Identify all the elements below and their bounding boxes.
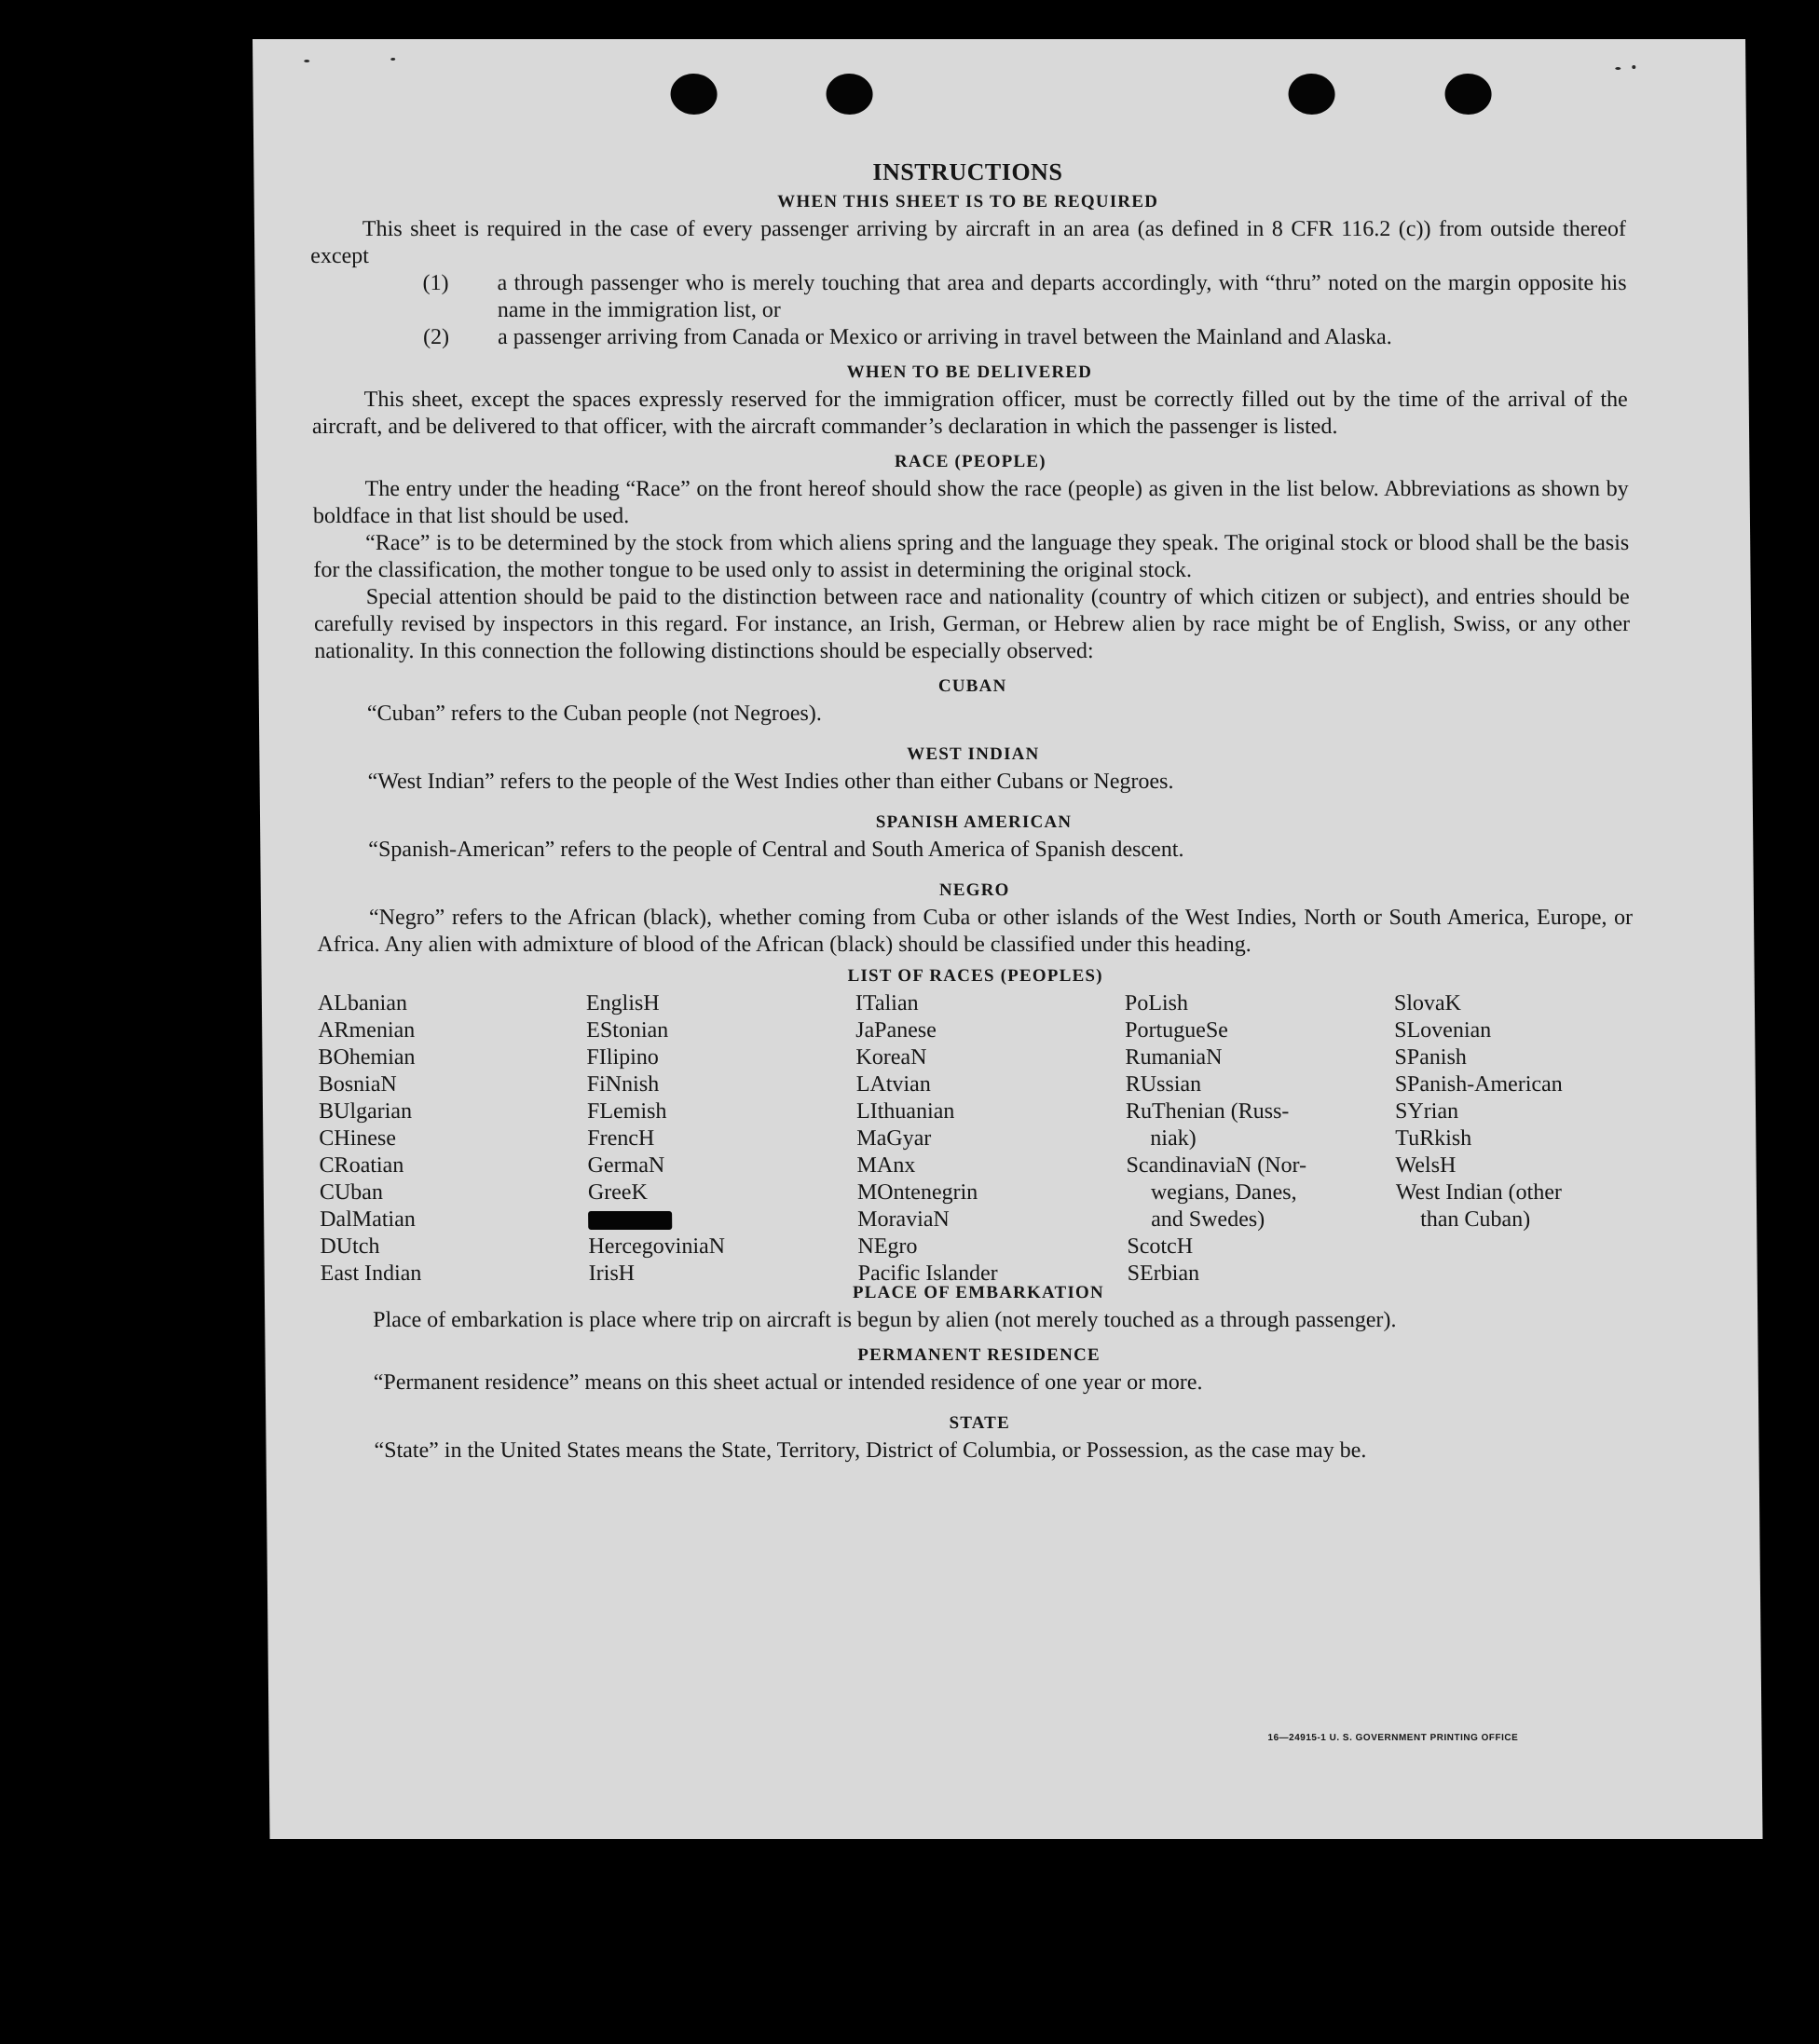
- race-entry: EStonian: [586, 1018, 669, 1042]
- race-entry: SErbian: [1127, 1261, 1200, 1286]
- item-text: a passenger arriving from Canada or Mexico or arriving in travel between the Mainland and Alaska.: [497, 325, 1392, 349]
- heading-cuban: CUBAN: [937, 676, 1007, 696]
- required-item: [311, 324, 1627, 351]
- race-entry-continued: than Cuban): [1420, 1207, 1531, 1232]
- race-entry: MAnx: [856, 1153, 916, 1178]
- document-page: [253, 39, 1763, 1839]
- race-entry: LAtvian: [855, 1072, 931, 1097]
- race-entry: KoreaN: [855, 1045, 927, 1070]
- race-entry: FLemish: [586, 1099, 667, 1124]
- race-entry: ARmenian: [318, 1018, 416, 1042]
- race-entry: ALbanian: [317, 991, 408, 1015]
- embarkation-text: Place of embarkation is place where trip on aircraft is begun by alien (not merely touched as a through passenger).: [373, 1308, 1397, 1332]
- race-entry: HercegoviniaN: [588, 1234, 726, 1259]
- negro-text: “Negro” refers to the African (black), whether coming from Cuba or other islands of the West Indies, North or South America, Europe, or Africa. Any alien with admixture of blood of the African (black) should be classified under this heading.: [317, 906, 1634, 957]
- race-entry: CHinese: [319, 1126, 397, 1151]
- race-entry: NEgro: [857, 1234, 918, 1259]
- race-entry: RUssian: [1125, 1072, 1202, 1097]
- instructions-content: [309, 158, 1637, 1465]
- heading-when-delivered: WHEN TO BE DELIVERED: [846, 362, 1093, 382]
- races-column: [855, 990, 998, 1288]
- race-entry: WelsH: [1395, 1153, 1457, 1178]
- race-entry: JaPanese: [855, 1018, 937, 1042]
- speck: [390, 58, 395, 61]
- heading-west-indian: WEST INDIAN: [907, 744, 1040, 764]
- race-entry: SPanish: [1394, 1045, 1467, 1070]
- race-entry: ITalian: [855, 991, 919, 1015]
- punch-hole: [826, 74, 872, 115]
- race-entry: PortugueSe: [1125, 1018, 1229, 1042]
- item-text: a through passenger who is merely touching that area and departs accordingly, with “thru” noted on the margin opposite his name in the immigration list, or: [497, 271, 1627, 322]
- race-entry: SlovaK: [1393, 991, 1462, 1015]
- punch-hole: [670, 74, 717, 115]
- race-entry: ScandinaviaN (Nor-: [1126, 1153, 1307, 1178]
- race-entry-continued: and Swedes): [1151, 1207, 1265, 1232]
- race-entry: MoraviaN: [857, 1207, 950, 1232]
- delivered-text: This sheet, except the spaces expressly reserved for the immigration officer, must be correctly filled out by the time of the arrival of the aircraft, and be delivered to that officer, with the aircraft commander’s declaration in which the passenger is listed.: [311, 388, 1628, 439]
- speck: [1632, 65, 1635, 69]
- heading-embarkation: PLACE OF EMBARKATION: [852, 1283, 1104, 1302]
- race-entry: GreeK: [587, 1180, 648, 1205]
- race-entry: DUtch: [320, 1234, 380, 1259]
- heading-state: STATE: [949, 1413, 1011, 1433]
- spanish-american-text: “Spanish-American” refers to the people of Central and South America of Spanish descent.: [368, 838, 1184, 862]
- cuban-text: “Cuban” refers to the Cuban people (not Negroes).: [366, 702, 822, 726]
- printing-office-code: 16—24915-1 U. S. GOVERNMENT PRINTING OFFICE: [1267, 1733, 1519, 1743]
- required-text: This sheet is required in the case of every passenger arriving by aircraft in an area (as defined in 8 CFR 116.2 (c)) from outside thereof except: [310, 217, 1627, 268]
- races-column: [1125, 990, 1308, 1288]
- west-indian-text: “West Indian” refers to the people of the West Indies other than either Cubans or Negroes.: [367, 770, 1174, 794]
- race-entry: East Indian: [320, 1261, 422, 1286]
- punch-hole: [1288, 74, 1334, 115]
- speck: [304, 60, 309, 62]
- race-entry: Pacific Islander: [857, 1261, 998, 1286]
- race-entry: TuRkish: [1395, 1126, 1472, 1151]
- race-entry: RuThenian (Russ-: [1125, 1099, 1290, 1124]
- race-entry: PoLish: [1124, 991, 1189, 1015]
- heading-spanish-american: SPANISH AMERICAN: [875, 812, 1073, 832]
- race-entry: BUlgarian: [318, 1099, 413, 1124]
- race-entry: FIlipino: [586, 1045, 659, 1070]
- race-paragraph: Special attention should be paid to the distinction between race and nationality (country of which citizen or subject), and entries should be carefully revised by inspectors in this regard. For instance, an Irish, German, or Hebrew alien by race might be of English, Swiss, or any other nationality. In this connection the following distinctions should be especially observed:: [313, 585, 1631, 663]
- speck: [1615, 67, 1621, 70]
- heading-negro: NEGRO: [938, 880, 1010, 900]
- race-entry: CRoatian: [319, 1153, 404, 1178]
- race-entry: SPanish-American: [1394, 1072, 1563, 1097]
- heading-race: RACE (PEOPLE): [894, 452, 1046, 471]
- race-entry: West Indian (other: [1395, 1180, 1563, 1205]
- required-item: [310, 270, 1627, 324]
- races-column: [586, 990, 726, 1288]
- race-entry: GermaN: [587, 1153, 665, 1178]
- race-entry: EnglisH: [585, 991, 660, 1015]
- race-entry-continued: niak): [1150, 1126, 1197, 1151]
- item-number: (1): [422, 271, 449, 295]
- races-list: [317, 990, 1636, 1286]
- heading-list-of-races: LIST OF RACES (PEOPLES): [847, 966, 1103, 986]
- permanent-residence-text: “Permanent residence” means on this sheet actual or intended residence of one year or more.: [373, 1370, 1203, 1395]
- heading-permanent-residence: PERMANENT RESIDENCE: [857, 1345, 1101, 1365]
- race-entry: LIthuanian: [855, 1099, 955, 1124]
- punch-hole: [1444, 74, 1491, 115]
- race-entry: DalMatian: [320, 1207, 416, 1232]
- race-entry: FiNnish: [586, 1072, 660, 1097]
- race-entry: SYrian: [1394, 1099, 1459, 1124]
- redacted-entry: [588, 1206, 725, 1233]
- heading-when-required: WHEN THIS SHEET IS TO BE REQUIRED: [777, 192, 1159, 211]
- race-entry: IrisH: [588, 1261, 636, 1286]
- race-paragraph: The entry under the heading “Race” on the front hereof should show the race (people) as given in the list below. Abbreviations as shown by boldface in that list should be used.: [312, 477, 1629, 528]
- race-entry-continued: wegians, Danes,: [1150, 1180, 1297, 1205]
- race-entry: FrencH: [587, 1126, 655, 1151]
- redaction-mark: [588, 1211, 672, 1230]
- races-column: [1394, 990, 1564, 1233]
- races-column: [318, 990, 422, 1288]
- race-entry: BosniaN: [318, 1072, 397, 1097]
- race-entry: SLovenian: [1394, 1018, 1492, 1042]
- race-entry: RumaniaN: [1125, 1045, 1223, 1070]
- race-entry: ScotcH: [1127, 1234, 1194, 1259]
- race-paragraph: “Race” is to be determined by the stock from which aliens spring and the language they speak. The original stock or blood shall be the basis for the classification, the mother tongue to be used only to assist in determining the original stock.: [313, 531, 1630, 582]
- page-title: INSTRUCTIONS: [872, 158, 1063, 185]
- race-entry: CUban: [319, 1180, 384, 1205]
- item-number: (2): [422, 325, 450, 349]
- state-text: “State” in the United States means the State, Territory, District of Columbia, or Possession, as the case may be.: [374, 1438, 1367, 1463]
- race-entry: MOntenegrin: [856, 1180, 978, 1205]
- race-entry: MaGyar: [856, 1126, 932, 1151]
- race-entry: BOhemian: [318, 1045, 416, 1070]
